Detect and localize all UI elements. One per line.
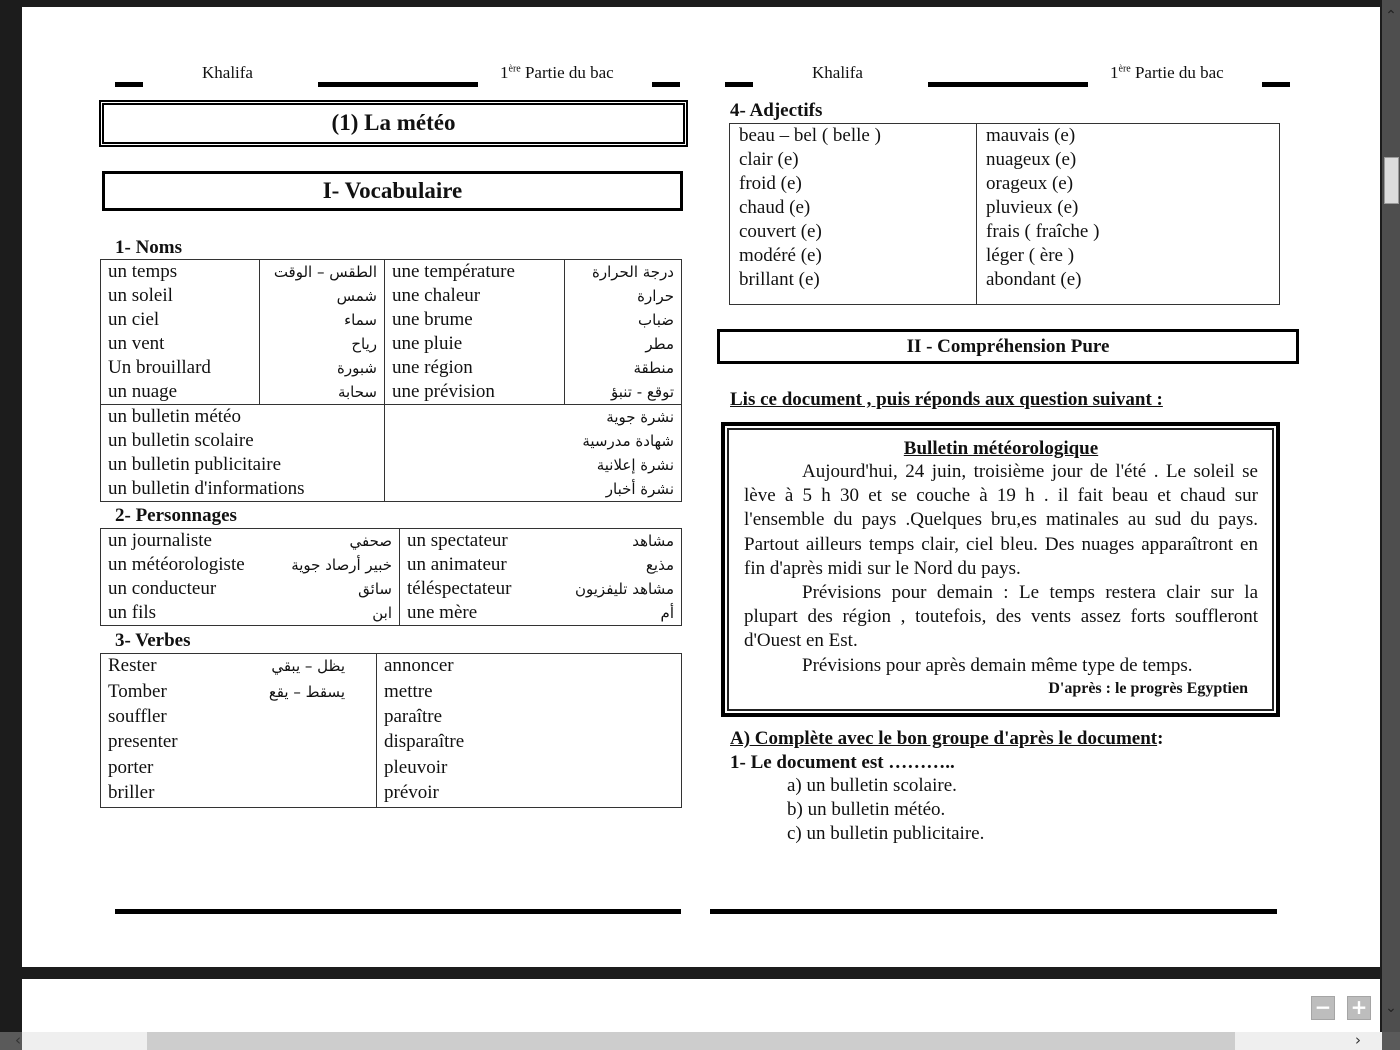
noun-fr: une pluie [385, 332, 565, 356]
adjective: beau – bel ( belle ) [739, 125, 881, 146]
table-row [101, 705, 682, 730]
verb-ar: يسقط – يقع [268, 682, 345, 701]
personnage-cell [101, 577, 400, 601]
question-a-title [730, 728, 1163, 750]
table-row [101, 654, 682, 680]
bulletin-source: D'après : le progrès Egyptien [1048, 679, 1248, 697]
table-row [101, 477, 682, 502]
footer-rule-left [115, 909, 681, 914]
bulletin-ar: نشرة إعلانية [385, 453, 682, 477]
table-row [101, 356, 682, 380]
noun-fr: un temps [101, 260, 260, 285]
verb-fr: prévoir [377, 781, 682, 807]
adjective: couvert (e) [739, 221, 822, 242]
footer-rule-right [710, 909, 1277, 914]
personnage-cell [400, 577, 682, 601]
verb-cell [101, 680, 377, 705]
header-rule [318, 82, 478, 87]
bulletin-ar: نشرة جوية [385, 405, 682, 430]
level-num: 1 [1110, 63, 1119, 82]
table-row [101, 453, 682, 477]
noun-fr: une température [385, 260, 565, 285]
bulletin-fr: un bulletin publicitaire [101, 453, 385, 477]
adjective: froid (e) [739, 173, 802, 194]
noun-fr: un ciel [101, 308, 260, 332]
personnage-ar: صحفي [349, 532, 392, 550]
verb-fr: Rester [108, 655, 157, 676]
verb-fr: disparaître [377, 730, 682, 755]
section-vocabulaire: I- Vocabulaire [102, 171, 683, 211]
noun-ar: سحابة [260, 380, 385, 405]
table-row [101, 601, 682, 626]
noun-ar: شمس [260, 284, 385, 308]
table-row [101, 405, 682, 430]
table-row [101, 781, 682, 807]
table-row [101, 260, 682, 285]
verb-fr: annoncer [377, 654, 682, 680]
verbes-table [100, 653, 682, 808]
personnage-fr: une mère [407, 602, 478, 623]
noun-fr: une chaleur [385, 284, 565, 308]
header-rule [928, 82, 1088, 87]
adjective: abondant (e) [986, 269, 1082, 290]
noun-ar: مطر [565, 332, 682, 356]
question-a-text: A) Complète avec le bon groupe d'après le document [730, 728, 1158, 749]
noun-ar: ضباب [565, 308, 682, 332]
level-sup: ère [508, 63, 521, 75]
zoom-out-button[interactable]: − [1311, 996, 1335, 1020]
verb-fr: presenter [108, 731, 178, 753]
bulletin-paragraph-3: Prévisions pour après demain même type de temps. [802, 654, 1193, 676]
noun-ar: رياح [260, 332, 385, 356]
option-c: c) un bulletin publicitaire. [787, 823, 985, 844]
noun-fr: une brume [385, 308, 565, 332]
verb-fr: pleuvoir [377, 756, 682, 781]
header-level [500, 63, 614, 83]
noun-fr: une région [385, 356, 565, 380]
verb-cell [101, 654, 377, 680]
personnages-heading: 2- Personnages [115, 505, 237, 526]
adjectifs-heading: 4- Adjectifs [730, 100, 823, 121]
personnage-cell [400, 601, 682, 626]
verb-cell [101, 730, 377, 755]
bulletin-fr: un bulletin d'informations [101, 477, 385, 502]
header-rule [652, 82, 680, 87]
bulletin-paragraph-2: Prévisions pour demain : Le temps restera clair sur la plupart des région , toutefois, des vents assez forts souffleront d'Ouest en Est. [744, 582, 1258, 652]
personnage-fr: un conducteur [108, 578, 217, 599]
personnage-ar: خبير أرصاد جوية [291, 556, 392, 574]
adjective: orageux (e) [986, 173, 1074, 194]
verb-cell [101, 756, 377, 781]
adjective: léger ( ère ) [986, 245, 1075, 266]
table-row [101, 429, 682, 453]
personnage-ar: ابن [372, 604, 392, 622]
table-row [101, 284, 682, 308]
adjective: clair (e) [739, 149, 799, 170]
table-row [101, 553, 682, 577]
table-row [101, 308, 682, 332]
adjectifs-right [977, 124, 1280, 305]
table-row [101, 577, 682, 601]
noun-ar: سماء [260, 308, 385, 332]
verb-fr: paraître [377, 705, 682, 730]
verb-ar: يظل – يبقي [271, 657, 345, 675]
level-text: Partie du bac [1130, 63, 1224, 82]
header-rule [115, 82, 143, 87]
noun-fr: un soleil [101, 284, 260, 308]
level-num: 1 [500, 63, 509, 82]
personnage-cell [101, 529, 400, 554]
zoom-in-button[interactable]: + [1347, 996, 1371, 1020]
noun-fr: un nuage [101, 380, 260, 405]
noms-heading: 1- Noms [115, 237, 183, 258]
personnage-cell [101, 601, 400, 626]
bulletin-ar: شهادة مدرسية [385, 429, 682, 453]
vertical-scroll-thumb[interactable] [1384, 157, 1399, 204]
option-a: a) un bulletin scolaire. [787, 775, 957, 796]
header-rule [725, 82, 753, 87]
level-sup: ère [1118, 63, 1131, 75]
table-row [101, 756, 682, 781]
adjectifs-left [730, 124, 977, 305]
noun-ar: منطقة [565, 356, 682, 380]
personnage-cell [101, 553, 400, 577]
bulletin-fr: un bulletin météo [101, 405, 385, 430]
adjective: modéré (e) [739, 245, 822, 266]
verb-fr: Tomber [108, 680, 167, 702]
personnage-ar: أم [660, 604, 674, 622]
noun-fr: Un brouillard [101, 356, 260, 380]
personnage-ar: مشاهد تليفزيون [574, 580, 674, 598]
question-1: 1- Le document est ……….. [730, 752, 955, 773]
bulletin-inner [727, 428, 1274, 711]
header-author: Khalifa [812, 63, 863, 82]
verb-fr: porter [108, 756, 154, 778]
vertical-scrollbar[interactable] [1382, 0, 1400, 1032]
adjective: frais ( fraîche ) [986, 221, 1100, 242]
personnage-ar: مذيع [645, 556, 674, 574]
table-row [101, 332, 682, 356]
bulletin-paragraph-1: Aujourd'hui, 24 juin, troisième jour de l'été . Le soleil se lève à 5 h 30 et se couche à 19 h . il fait beau et chaud sur l'ensemble du pays .Quelques bru,es matinales au sud du pays. Partout ailleurs temps clair, ciel bleu. Des nuages apparaîtront en fin d'après midi sur le Nord du pays. [744, 461, 1258, 579]
horizontal-scroll-thumb[interactable] [147, 1032, 1235, 1050]
scroll-left-icon[interactable]: ‹ [15, 1031, 21, 1049]
level-text: Partie du bac [520, 63, 614, 82]
personnage-ar: سائق [358, 580, 392, 598]
table-row [101, 730, 682, 755]
page-title: (1) La météo [99, 100, 688, 147]
personnage-fr: un météorologiste [108, 554, 245, 575]
option-b: b) un bulletin météo. [787, 799, 946, 820]
verb-cell [101, 781, 377, 807]
header-author: Khalifa [202, 63, 253, 82]
header-rule [1262, 82, 1290, 87]
personnage-fr: un spectateur [407, 530, 508, 551]
scrollbar-corner [1382, 1032, 1400, 1050]
adjective: pluvieux (e) [986, 197, 1079, 218]
adjective: nuageux (e) [986, 149, 1077, 170]
verbes-heading: 3- Verbes [115, 630, 191, 651]
noms-table [100, 259, 682, 502]
noun-ar: الطقس – الوقت [260, 260, 385, 285]
bulletin-title: Bulletin météorologique [903, 438, 1099, 459]
adjective: brillant (e) [739, 269, 820, 290]
horizontal-scrollbar[interactable] [0, 1032, 1382, 1050]
noun-ar: درجة الحرارة [565, 260, 682, 285]
personnage-ar: مشاهد [632, 532, 674, 550]
personnage-fr: un journaliste [108, 530, 212, 551]
noun-ar: توقع - تنبؤ [565, 380, 682, 405]
personnage-cell [400, 553, 682, 577]
adjectifs-table [729, 123, 1280, 305]
adjective: mauvais (e) [986, 125, 1076, 146]
noun-ar: حرارة [565, 284, 682, 308]
personnage-cell [400, 529, 682, 554]
noun-fr: un vent [101, 332, 260, 356]
verb-cell [101, 705, 377, 730]
noun-fr: une prévision [385, 380, 565, 405]
header-level [1110, 63, 1224, 83]
scroll-up-icon[interactable]: ⌃ [1385, 8, 1397, 24]
table-row [101, 529, 682, 554]
personnages-table [100, 528, 682, 626]
section-comprehension: II - Compréhension Pure [717, 329, 1299, 364]
bulletin-fr: un bulletin scolaire [101, 429, 385, 453]
table-row [101, 680, 682, 705]
bulletin-ar: نشرة أخبار [385, 477, 682, 502]
noun-ar: شبورة [260, 356, 385, 380]
table-row [101, 380, 682, 405]
verb-fr: souffler [108, 706, 167, 727]
verb-fr: briller [108, 782, 155, 804]
adjective: chaud (e) [739, 197, 811, 218]
instruction: Lis ce document , puis réponds aux question suivant : [730, 389, 1163, 410]
scroll-right-icon[interactable]: › [1355, 1031, 1361, 1049]
scroll-down-icon[interactable]: ⌄ [1385, 1000, 1397, 1016]
personnage-fr: un fils [108, 602, 157, 623]
bulletin-frame [721, 422, 1280, 717]
question-a-colon: : [1157, 728, 1164, 749]
verb-fr: mettre [377, 680, 682, 705]
personnage-fr: téléspectateur [407, 578, 512, 599]
personnage-fr: un animateur [407, 554, 507, 575]
